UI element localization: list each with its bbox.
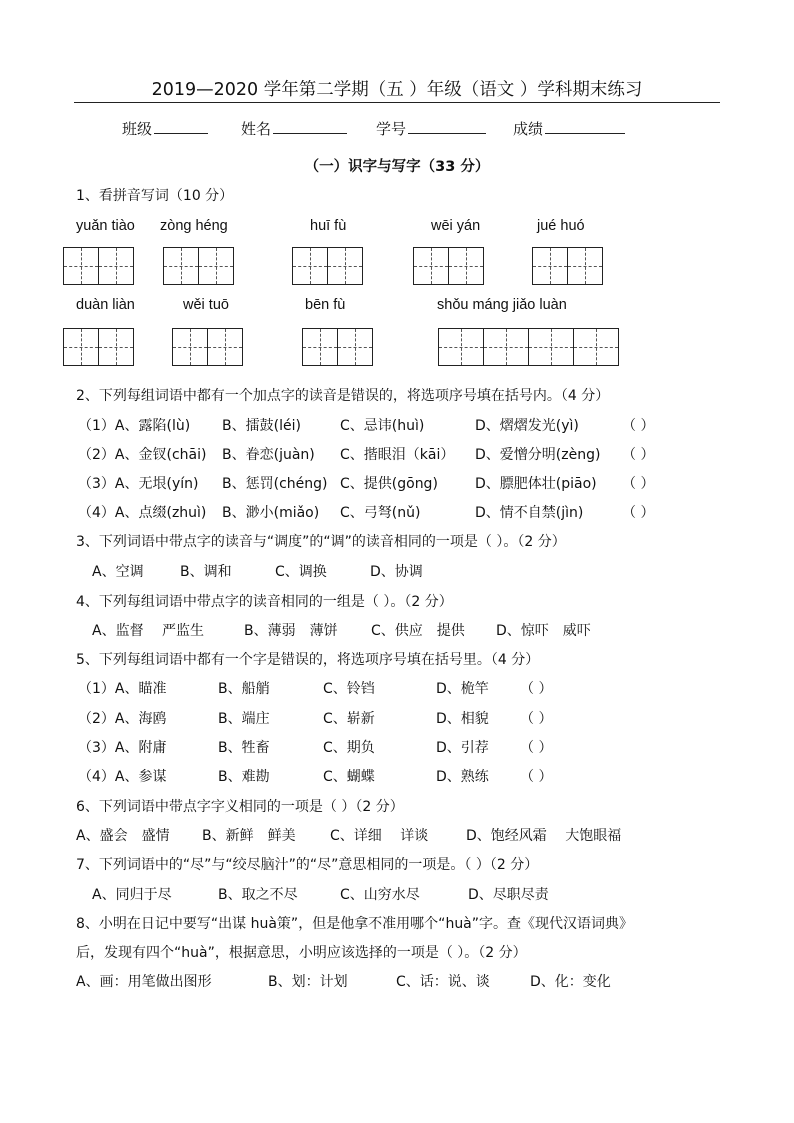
- pinyin-label: huī fù: [310, 218, 347, 234]
- option-c: C、崭新: [323, 711, 375, 727]
- option-a: A、盛会 盛情: [76, 828, 170, 844]
- option-b: B、取之不尽: [218, 887, 298, 903]
- option-a: A、同归于尽: [92, 887, 172, 903]
- option-c: C、忌讳(huì): [340, 418, 425, 434]
- option-a: （4）A、参谋: [78, 769, 167, 785]
- option-c: C、提供(gōng): [340, 476, 438, 492]
- name-field[interactable]: 姓名: [241, 118, 347, 139]
- writing-grid[interactable]: [63, 247, 134, 285]
- option-c: C、供应 提供: [371, 623, 465, 639]
- option-b: B、惩罚(chéng): [222, 476, 328, 492]
- option-a: （1）A、瞄准: [78, 681, 167, 697]
- option-b: B、新鲜 鲜美: [202, 828, 296, 844]
- option-c: C、期负: [323, 740, 375, 756]
- writing-grid[interactable]: [413, 247, 484, 285]
- question-2: 2、下列每组词语中都有一个加点字的读音是错误的，将选项序号填在括号内。（4 分）: [76, 388, 610, 404]
- option-c: C、山穷水尽: [340, 887, 420, 903]
- option-b: B、船艄: [218, 681, 270, 697]
- question-3: 3、下列词语中带点字的读音与“调度”的“调”的读音相同的一项是（ ）。（2 分）: [76, 534, 566, 550]
- pinyin-label: jué huó: [537, 218, 585, 234]
- option-b: B、牲畜: [218, 740, 270, 756]
- writing-grid[interactable]: [172, 328, 243, 366]
- question-1: 1、看拼音写词（10 分）: [76, 188, 234, 204]
- title-divider: [74, 102, 720, 103]
- option-d: D、尽职尽责: [468, 887, 549, 903]
- answer-blank[interactable]: （ ）: [622, 476, 655, 492]
- question-6: 6、下列词语中带点字字义相同的一项是（ ）（2 分）: [76, 799, 404, 815]
- option-a: （2）A、金钗(chāi): [78, 447, 207, 463]
- option-c: C、铃铛: [323, 681, 375, 697]
- pinyin-label: yuǎn tiào: [76, 218, 135, 234]
- option-b: B、划：计划: [268, 974, 348, 990]
- option-c: C、话：说、谈: [396, 974, 490, 990]
- option-c: C、详细 详谈: [330, 828, 429, 844]
- option-d: D、相貌: [436, 711, 489, 727]
- question-5: 5、下列每组词语中都有一个字是错误的，将选项序号填在括号里。（4 分）: [76, 652, 540, 668]
- option-b: B、薄弱 薄饼: [244, 623, 338, 639]
- option-d: D、引荐: [436, 740, 489, 756]
- option-d: D、化：变化: [530, 974, 611, 990]
- option-a: （3）A、无垠(yín): [78, 476, 199, 492]
- option-b: B、端庄: [218, 711, 270, 727]
- writing-grid[interactable]: [438, 328, 619, 366]
- exam-title: 2019—2020 学年第二学期（五 ）年级（语文 ）学科期末练习: [151, 80, 643, 100]
- class-field[interactable]: 班级: [122, 118, 208, 139]
- option-c: C、揩眼泪（kāi）: [340, 447, 455, 463]
- option-d: D、惊吓 威吓: [496, 623, 591, 639]
- question-8: 8、小明在日记中要写“出谋 huà策”，但是他拿不准用哪个“huà”字。查《现代汉语词典》: [76, 916, 634, 932]
- option-b: B、渺小(miǎo): [222, 505, 320, 521]
- writing-grid[interactable]: [63, 328, 134, 366]
- writing-grid[interactable]: [302, 328, 373, 366]
- question-8-cont: 后，发现有四个“huà”，根据意思，小明应该选择的一项是（ ）。（2 分）: [76, 945, 527, 961]
- answer-blank[interactable]: （ ）: [622, 505, 655, 521]
- option-d: D、桅竿: [436, 681, 489, 697]
- writing-grid[interactable]: [292, 247, 363, 285]
- answer-blank[interactable]: （ ）: [622, 447, 655, 463]
- option-c: C、弓弩(nǔ): [340, 505, 421, 521]
- option-c: C、调换: [275, 564, 327, 580]
- pinyin-label: wěi tuō: [183, 297, 229, 313]
- answer-blank[interactable]: （ ）: [520, 740, 553, 756]
- section-heading: （一）识字与写字（33 分）: [304, 159, 490, 175]
- option-b: B、调和: [180, 564, 232, 580]
- option-b: B、擂鼓(léi): [222, 418, 301, 434]
- option-d: D、情不自禁(jìn): [475, 505, 584, 521]
- option-a: （3）A、附庸: [78, 740, 167, 756]
- pinyin-label: duàn liàn: [76, 297, 135, 313]
- option-d: D、膘肥体壮(piāo): [475, 476, 597, 492]
- pinyin-label: zòng héng: [160, 218, 228, 234]
- question-7: 7、下列词语中的“尽”与“绞尽脑汁”的“尽”意思相同的一项是。（ ）（2 分）: [76, 857, 539, 873]
- option-d: D、爱憎分明(zèng): [475, 447, 601, 463]
- writing-grid[interactable]: [163, 247, 234, 285]
- option-b: B、眷恋(juàn): [222, 447, 315, 463]
- option-c: C、蝴蝶: [323, 769, 375, 785]
- option-d: D、协调: [370, 564, 423, 580]
- option-b: B、难勘: [218, 769, 270, 785]
- answer-blank[interactable]: （ ）: [520, 711, 553, 727]
- student-id-field[interactable]: 学号: [376, 118, 486, 139]
- pinyin-label: bēn fù: [305, 297, 346, 313]
- option-a: A、画：用笔做出图形: [76, 974, 212, 990]
- option-a: （2）A、海鸥: [78, 711, 167, 727]
- option-a: A、监督 严监生: [92, 623, 205, 639]
- answer-blank[interactable]: （ ）: [622, 418, 655, 434]
- answer-blank[interactable]: （ ）: [520, 681, 553, 697]
- option-a: A、空调: [92, 564, 144, 580]
- pinyin-label: shǒu máng jiǎo luàn: [437, 297, 567, 313]
- answer-blank[interactable]: （ ）: [520, 769, 553, 785]
- option-d: D、熠熠发光(yì): [475, 418, 579, 434]
- option-row: （1）A、露陷(lù): [78, 418, 191, 434]
- pinyin-label: wēi yán: [431, 218, 481, 234]
- option-a: （4）A、点缀(zhuì): [78, 505, 207, 521]
- option-d: D、饱经风霜 大饱眼福: [466, 828, 622, 844]
- writing-grid[interactable]: [532, 247, 603, 285]
- score-field[interactable]: 成绩: [513, 118, 625, 139]
- option-d: D、熟练: [436, 769, 489, 785]
- question-4: 4、下列每组词语中带点字的读音相同的一组是（ ）。（2 分）: [76, 594, 453, 610]
